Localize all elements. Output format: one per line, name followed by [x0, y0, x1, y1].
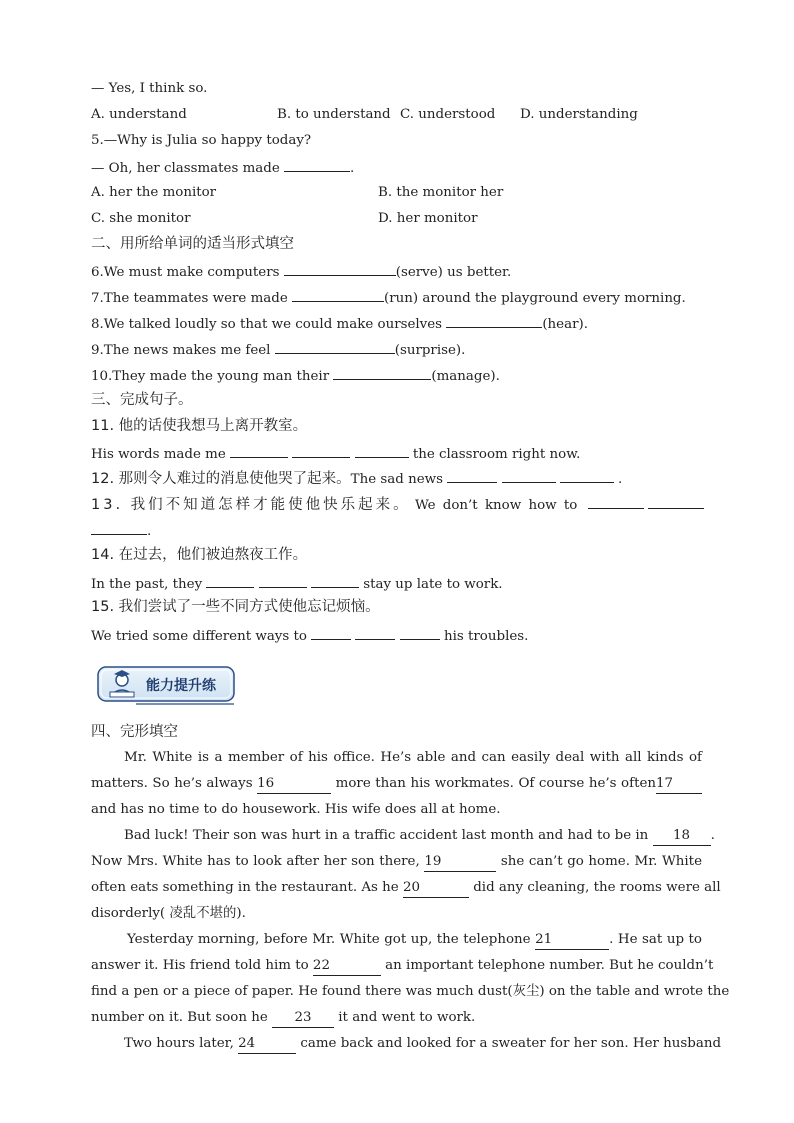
answer-blank[interactable]: [275, 340, 395, 354]
passage-line: [91, 775, 702, 794]
passage-text: answer it. His friend told him to: [91, 958, 313, 973]
q6-line: [91, 262, 511, 282]
answer-blank[interactable]: [648, 495, 704, 509]
cloze-blank-23[interactable]: 23: [272, 1009, 334, 1028]
q14-prefix: In the past, they: [91, 577, 207, 592]
q12-line: [91, 469, 622, 489]
passage-text: number on it. But soon he: [91, 1010, 273, 1025]
answer-blank[interactable]: [311, 574, 359, 588]
q4-option-a: A. understand: [91, 107, 187, 122]
q9-line: [91, 340, 465, 360]
q8-prefix: 8.We talked loudly so that we could make ourselves: [91, 317, 447, 332]
cloze-blank-16[interactable]: 16: [257, 775, 331, 794]
answer-blank[interactable]: [206, 574, 254, 588]
q13-end: .: [147, 524, 152, 539]
passage-text: Bad luck! Their son was hurt in a traffic accident last month and had to be in: [124, 828, 653, 843]
q9-prefix: 9.The news makes me feel: [91, 343, 275, 358]
cloze-blank-19[interactable]: 19: [424, 853, 496, 872]
q5-option-d: D. her monitor: [378, 211, 478, 226]
q8-line: [91, 314, 588, 334]
answer-blank[interactable]: [560, 469, 614, 483]
q12-prefix: The sad news: [350, 472, 448, 487]
answer-blank[interactable]: [446, 314, 542, 328]
passage-text: .: [710, 828, 715, 843]
passage-text: more than his workmates. Of course he’s often: [331, 776, 657, 791]
cloze-blank-18[interactable]: 18: [653, 827, 711, 846]
passage-line: find a pen or a piece of paper. He found there was much dust(灰尘) on the table and wrote the: [91, 984, 730, 999]
passage-text: Yesterday morning, before Mr. White got up, the telephone: [127, 932, 536, 947]
q5-reply: [91, 158, 354, 178]
q13-line-2: [91, 521, 151, 541]
q11-suffix: the classroom right now.: [408, 447, 581, 462]
passage-line: [124, 1035, 722, 1054]
answer-blank[interactable]: [502, 469, 556, 483]
q15-suffix: his troubles.: [439, 629, 529, 644]
passage-line: [91, 957, 714, 976]
passage-line: disorderly( 凌乱不堪的).: [91, 906, 246, 921]
q6-prefix: 6.We must make computers: [91, 265, 284, 280]
passage-text: it and went to work.: [334, 1010, 476, 1025]
q15-prefix: We tried some different ways to: [91, 629, 312, 644]
q12-suffix: .: [613, 472, 623, 487]
q5-reply-suffix: .: [350, 161, 355, 176]
section3-heading: 三、完成句子。: [91, 392, 193, 408]
passage-line: [124, 827, 715, 846]
passage-text: matters. So he’s always: [91, 776, 258, 791]
passage-line: [91, 853, 702, 872]
cloze-blank-17[interactable]: 17: [656, 775, 702, 794]
passage-text: an important telephone number. But he couldn’t: [380, 958, 714, 973]
answer-blank[interactable]: [333, 366, 431, 380]
answer-blank[interactable]: [91, 521, 147, 535]
cloze-blank-20[interactable]: 20: [403, 879, 469, 898]
q7-line: [91, 288, 686, 308]
answer-blank[interactable]: [284, 262, 396, 276]
cloze-blank-22[interactable]: 22: [313, 957, 381, 976]
q13-chinese: 13. 我们不知道怎样才能使他快乐起来。: [91, 497, 411, 513]
q5-reply-prefix: — Oh, her classmates made: [91, 161, 285, 176]
passage-text: did any cleaning, the rooms were all: [468, 880, 721, 895]
answer-blank[interactable]: [259, 574, 307, 588]
q7-prefix: 7.The teammates were made: [91, 291, 293, 306]
answer-blank[interactable]: [355, 444, 409, 458]
badge-label: 能力提升练: [146, 678, 216, 694]
passage-text: Two hours later,: [124, 1036, 239, 1051]
q9-suffix: (surprise).: [394, 343, 466, 358]
answer-blank[interactable]: [588, 495, 644, 509]
passage-line: [127, 931, 702, 950]
answer-blank[interactable]: [400, 626, 440, 640]
section4-heading: 四、完形填空: [91, 724, 178, 740]
cloze-blank-24[interactable]: 24: [238, 1035, 296, 1054]
q8-suffix: (hear).: [542, 317, 588, 332]
answer-blank[interactable]: [230, 444, 288, 458]
q5-option-c: C. she monitor: [91, 211, 191, 226]
q6-suffix: (serve) us better.: [395, 265, 512, 280]
q5-option-a: A. her the monitor: [91, 185, 217, 200]
passage-line: [91, 879, 721, 898]
q10-line: [91, 366, 500, 386]
q11-english: [91, 444, 580, 464]
cloze-blank-21[interactable]: 21: [535, 931, 609, 950]
passage-text: . He sat up to: [609, 932, 702, 947]
passage-line: and has no time to do housework. His wife does all at home.: [91, 802, 501, 817]
q5-option-b: B. the monitor her: [378, 185, 504, 200]
q15-english: [91, 626, 528, 646]
q5-question: 5.—Why is Julia so happy today?: [91, 133, 312, 148]
answer-blank[interactable]: [355, 626, 395, 640]
answer-blank[interactable]: [447, 469, 497, 483]
q7-suffix: (run) around the playground every morning.: [384, 291, 686, 306]
passage-text: Now Mrs. White has to look after her son there,: [91, 854, 425, 869]
passage-text: often eats something in the restaurant. As he: [91, 880, 403, 895]
answer-blank[interactable]: [284, 158, 350, 172]
passage-text: came back and looked for a sweater for her son. Her husband: [296, 1036, 722, 1051]
q11-prefix: His words made me: [91, 447, 231, 462]
answer-blank[interactable]: [311, 626, 351, 640]
q4-option-c: C. understood: [400, 107, 496, 122]
passage-text: she can’t go home. Mr. White: [496, 854, 702, 869]
answer-blank[interactable]: [292, 288, 384, 302]
q10-suffix: (manage).: [431, 369, 500, 384]
q14-chinese: 14. 在过去，他们被迫熬夜工作。: [91, 547, 308, 563]
q4-option-d: D. understanding: [520, 107, 638, 122]
q14-suffix: stay up late to work.: [358, 577, 503, 592]
passage-line: Mr. White is a member of his office. He’s able and can easily deal with all kinds of: [124, 750, 702, 765]
q13-line: [91, 495, 704, 515]
q4-option-b: B. to understand: [277, 107, 391, 122]
passage-line: [91, 1009, 475, 1028]
q12-chinese: 12. 那则令人难过的消息使他哭了起来。: [91, 471, 351, 487]
q13-english: We don’t know how to: [414, 498, 578, 513]
section2-heading: 二、用所给单词的适当形式填空: [91, 236, 294, 252]
q14-english: [91, 574, 503, 594]
answer-blank[interactable]: [292, 444, 350, 458]
q11-chinese: 11. 他的话使我想马上离开教室。: [91, 418, 308, 434]
q4-reply: — Yes, I think so.: [91, 81, 208, 96]
q10-prefix: 10.They made the young man their: [91, 369, 334, 384]
q15-chinese: 15. 我们尝试了一些不同方式使他忘记烦恼。: [91, 599, 380, 615]
